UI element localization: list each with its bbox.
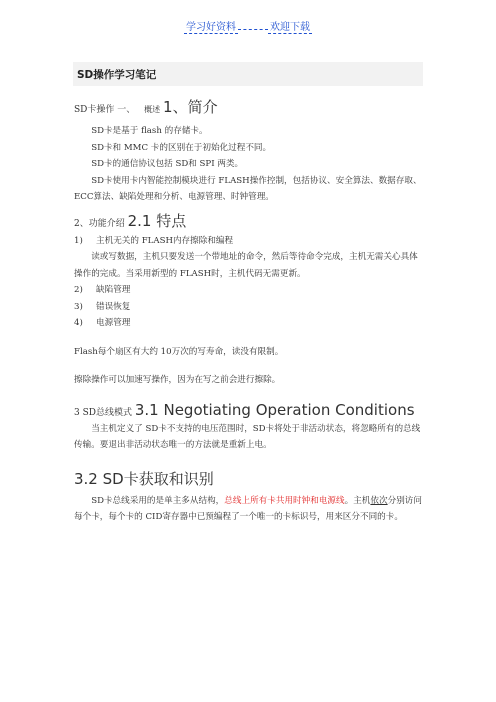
section-32-title: 3.2 SD卡获取和识别 [74, 469, 214, 488]
list-number: 1) [74, 235, 83, 246]
para-text: 分别访问每个卡，每个卡的 CID寄存器中已预编程了一个唯一的卡标识号，用来区分不同的卡。 [74, 495, 422, 522]
para-text: SD卡总线采用的是单主多从结构， [91, 495, 225, 506]
list-item [74, 282, 422, 299]
list-text: 电源管理 [96, 318, 131, 328]
section-3-heading [74, 401, 422, 419]
section-1-overview: 概述 [144, 105, 161, 114]
underlined-text: 依次 [370, 495, 388, 506]
section-2-heading [74, 210, 422, 231]
document-body [74, 96, 422, 526]
header-right-text: 欢迎下载 [268, 18, 312, 34]
para-text: 。主机 [344, 495, 371, 506]
list-number: 3) [74, 301, 83, 312]
intro-block [74, 123, 422, 206]
list-item [74, 315, 422, 332]
header-divider [238, 29, 268, 30]
erase-note: 擦除操作可以加速写操作，因为在写之前会进行擦除。 [74, 375, 281, 385]
intro-para-4: SD卡使用卡内智能控制模块进行 FLASH操作控制，包括协议、安全算法、数据存取、ECC算法、缺陷处理和分析、电源管理、时钟管理。 [74, 175, 422, 202]
section-1-prefix: SD卡操作 [74, 105, 115, 115]
list-item [74, 299, 422, 316]
list-text: 错误恢复 [96, 301, 131, 312]
section-1-number: 一、 [117, 105, 136, 115]
intro-para-2: SD卡和 MMC 卡的区别在于初始化过程不同。 [91, 142, 272, 153]
intro-para-1: SD卡是基于 flash 的存储卡。 [91, 126, 208, 136]
page-header [0, 18, 496, 34]
list-item [74, 233, 422, 250]
feature-1-desc: 读或写数据，主机只要发送一个带地址的命令，然后等待命令完成，主机无需关心具体操作的完成。当采用新型的 FLASH时，主机代码无需更新。 [74, 252, 418, 279]
section-1-heading [74, 96, 422, 117]
list-number: 2) [74, 285, 83, 295]
highlight-text: 总线上所有卡共用时钟和电源线 [224, 495, 345, 506]
section-3-title: 3.1 Negotiating Operation Conditions [134, 400, 415, 419]
section-2-title: 2.1 特点 [127, 211, 187, 230]
section-1-title: 1、简介 [163, 98, 218, 116]
section-32-para [74, 493, 422, 526]
section-2-prefix: 2、功能介绍 [74, 218, 125, 229]
list-text: 缺陷管理 [96, 285, 131, 295]
section-31-para: 当主机定义了 SD卡不支持的电压范围时，SD卡将处于非活动状态，将忽略所有的总线传输。要退出非活动状态唯一的方法就是重新上电。 [74, 423, 421, 450]
header-left-text: 学习好资料 [184, 18, 238, 34]
flash-life-note: Flash每个扇区有大约 10万次的写寿命，读没有限制。 [74, 346, 284, 357]
intro-para-3: SD卡的通信协议包括 SD和 SPI 两类。 [91, 159, 244, 169]
list-number: 4) [74, 318, 83, 328]
features-list [74, 233, 422, 332]
list-text: 主机无关的 FLASH内存擦除和编程 [96, 235, 234, 246]
doc-title-bar [73, 62, 423, 86]
doc-title: SD操作学习笔记 [77, 69, 157, 81]
section-3-prefix: 3 SD总线模式 [74, 407, 132, 418]
